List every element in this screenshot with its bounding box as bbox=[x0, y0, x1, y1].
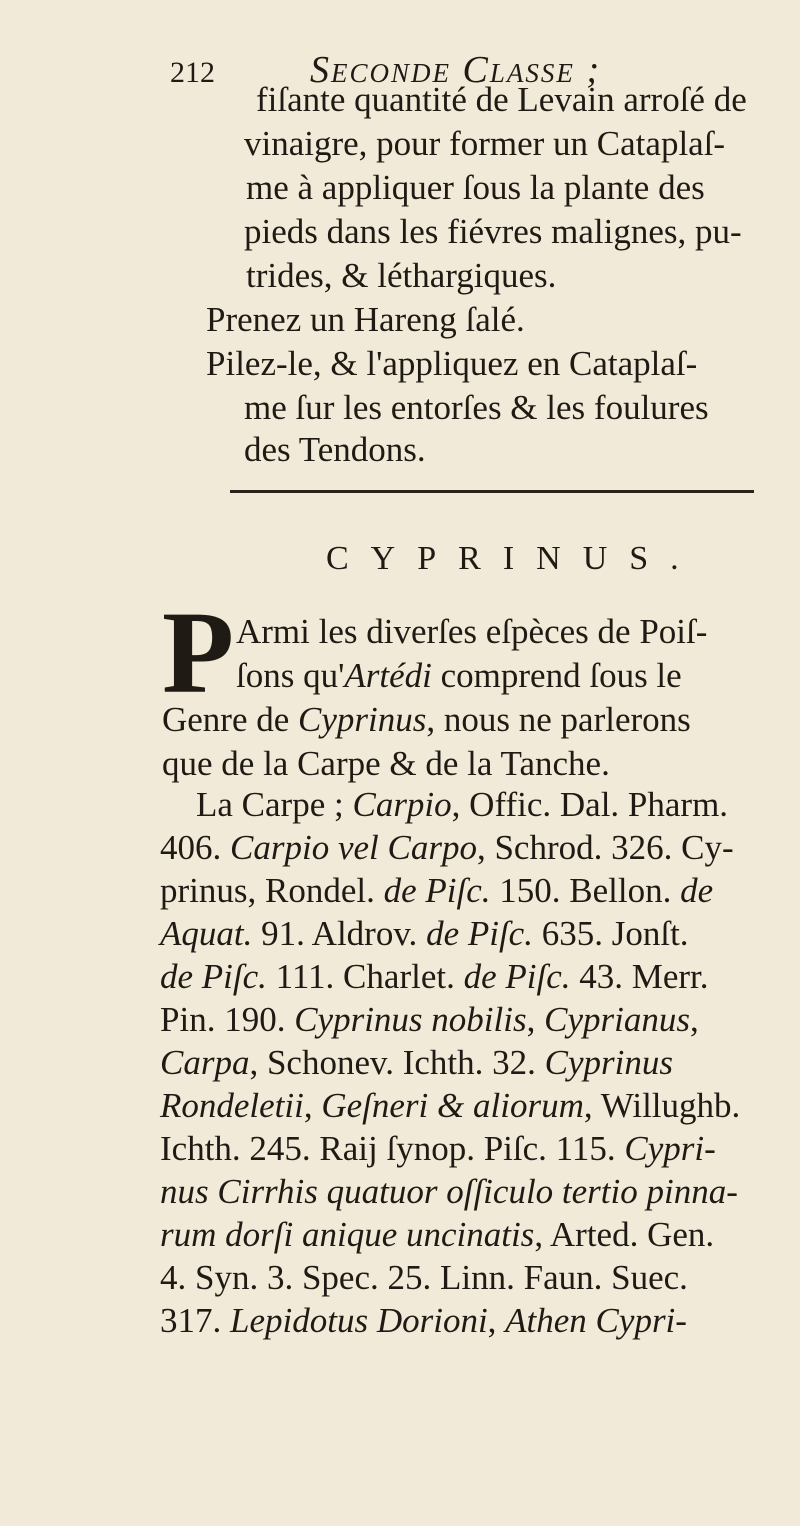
text-line: fiſante quantité de Levain arroſé de bbox=[256, 80, 747, 119]
text-line: ſons qu'Artédi comprend ſous le bbox=[236, 656, 682, 695]
text-line: Ichth. 245. Raij ſynop. Piſc. 115. Cypri- bbox=[160, 1129, 716, 1168]
text-line: que de la Carpe & de la Tanche. bbox=[162, 744, 610, 783]
text-line: pieds dans les fiévres malignes, pu- bbox=[244, 212, 742, 251]
text-line: Armi les diverſes eſpèces de Poiſ- bbox=[236, 612, 708, 651]
text-line: Prenez un Hareng ſalé. bbox=[206, 300, 525, 339]
text-line: Pin. 190. Cyprinus nobilis, Cyprianus, bbox=[160, 1000, 699, 1039]
section-rule bbox=[230, 490, 754, 493]
text-line: Rondeletii, Geſneri & aliorum, Willughb. bbox=[160, 1086, 741, 1125]
text-line: de Piſc. 111. Charlet. de Piſc. 43. Merr. bbox=[160, 957, 709, 996]
text-line: prinus, Rondel. de Piſc. 150. Bellon. de bbox=[160, 871, 714, 910]
text-line: 317. Lepidotus Dorioni, Athen Cypri- bbox=[160, 1301, 687, 1340]
text-line: Genre de Cyprinus, nous ne parlerons bbox=[162, 700, 691, 739]
running-title: Seconde Classe ; bbox=[310, 49, 602, 91]
text-line: 4. Syn. 3. Spec. 25. Linn. Faun. Suec. bbox=[160, 1258, 688, 1297]
text-line: Pilez-le, & l'appliquez en Cataplaſ- bbox=[206, 344, 698, 383]
text-line: me ſur les entorſes & les foulures bbox=[244, 388, 709, 427]
text-line: rum dorſi anique uncinatis, Arted. Gen. bbox=[160, 1215, 715, 1254]
text-line: des Tendons. bbox=[244, 430, 426, 469]
page-number: 212 bbox=[170, 56, 215, 89]
drop-cap: P bbox=[162, 587, 235, 718]
text-line: Carpa, Schonev. Ichth. 32. Cyprinus bbox=[160, 1043, 674, 1082]
text-line: me à appliquer ſous la plante des bbox=[246, 168, 705, 207]
text-line: vinaigre, pour former un Cataplaſ- bbox=[244, 124, 726, 163]
text-line: Aquat. 91. Aldrov. de Piſc. 635. Jonſt. bbox=[160, 914, 689, 953]
text-line: trides, & léthargiques. bbox=[246, 256, 557, 295]
text-line: La Carpe ; Carpio, Offic. Dal. Pharm. bbox=[196, 785, 729, 824]
section-title: CYPRINUS. bbox=[326, 540, 701, 577]
text-line: nus Cirrhis quatuor oſſiculo tertio pinna- bbox=[160, 1172, 738, 1211]
text-line: 406. Carpio vel Carpo, Schrod. 326. Cy- bbox=[160, 828, 734, 867]
